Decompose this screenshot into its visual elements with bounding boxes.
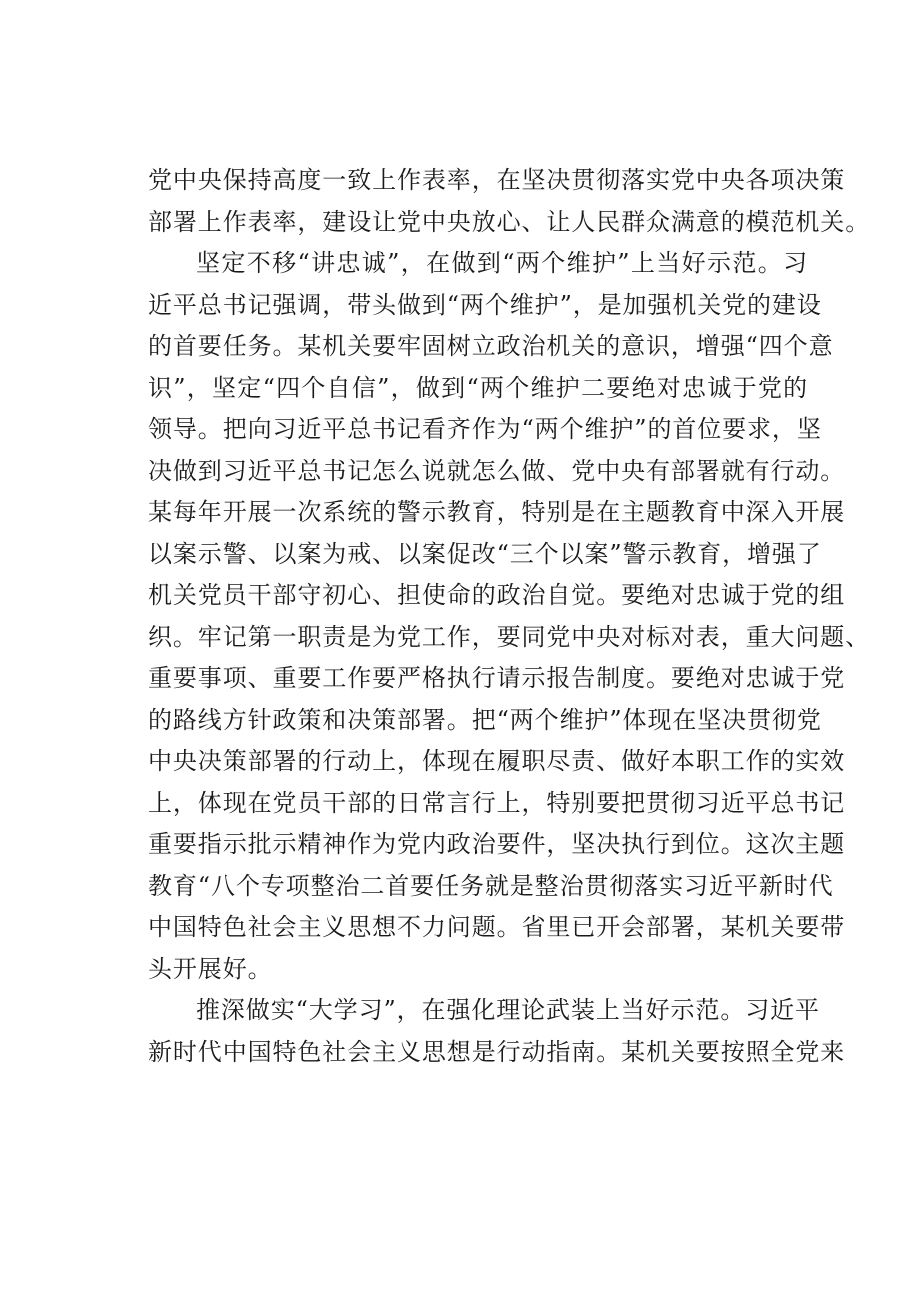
text-line: 坚定不移“讲忠诚”，在做到“两个维护”上当好示范。习 bbox=[196, 249, 808, 277]
text-line: 某每年开展一次系统的警示教育，特别是在主题教育中深入开展 bbox=[148, 498, 846, 526]
body-text bbox=[148, 160, 871, 1073]
text-line: 上，体现在党员干部的日常言行上，特别要把贯彻习近平总书记 bbox=[148, 788, 846, 817]
text-line: 中国特色社会主义思想不力问题。省里已开会部署，某机关要带 bbox=[148, 913, 846, 941]
text-line: 推深做实“大学习”，在强化理论武装上当好示范。习近平 bbox=[196, 996, 820, 1024]
text-line: 以案示警、以案为戒、以案促改“三个以案”警示教育，增强了 bbox=[148, 539, 822, 568]
text-line: 重要指示批示精神作为党内政治要件，坚决执行到位。这次主题 bbox=[148, 830, 846, 858]
text-line: 机关党员干部守初心、担使命的政治自觉。要绝对忠诚于党的组 bbox=[148, 581, 846, 609]
text-line: 的路线方针政策和决策部署。把“两个维护”体现在坚决贯彻党 bbox=[148, 705, 822, 734]
text-line: 党中央保持高度一致上作表率，在坚决贯彻落实党中央各项决策 bbox=[148, 166, 846, 194]
text-line: 织。牢记第一职责是为党工作，要同党中央对标对表，重大问题、 bbox=[148, 622, 871, 651]
text-line: 重要事项、重要工作要严格执行请示报告制度。要绝对忠诚于党 bbox=[148, 664, 846, 692]
text-line: 教育“八个专项整治二首要任务就是整治贯彻落实习近平新时代 bbox=[148, 871, 834, 900]
text-line: 决做到习近平总书记怎么说就怎么做、党中央有部署就有行动。 bbox=[148, 456, 846, 485]
text-line: 部署上作表率，建设让党中央放心、让人民群众满意的模范机关。 bbox=[148, 207, 871, 236]
text-line: 近平总书记强调，带头做到“两个维护”，是加强机关党的建设 bbox=[148, 290, 822, 319]
text-line: 头开展好。 bbox=[148, 954, 273, 983]
text-line: 识”，坚定“四个自信”，做到“两个维护二要绝对忠诚于党的 bbox=[148, 373, 808, 402]
text-line: 新时代中国特色社会主义思想是行动指南。某机关要按照全党来 bbox=[148, 1037, 846, 1066]
text-line: 中央决策部署的行动上，体现在履职尽责、做好本职工作的实效 bbox=[148, 747, 846, 775]
text-line: 领导。把向习近平总书记看齐作为“两个维护”的首位要求，坚 bbox=[148, 415, 822, 443]
text-line: 的首要任务。某机关要牢固树立政治机关的意识，增强“四个意 bbox=[148, 332, 834, 360]
